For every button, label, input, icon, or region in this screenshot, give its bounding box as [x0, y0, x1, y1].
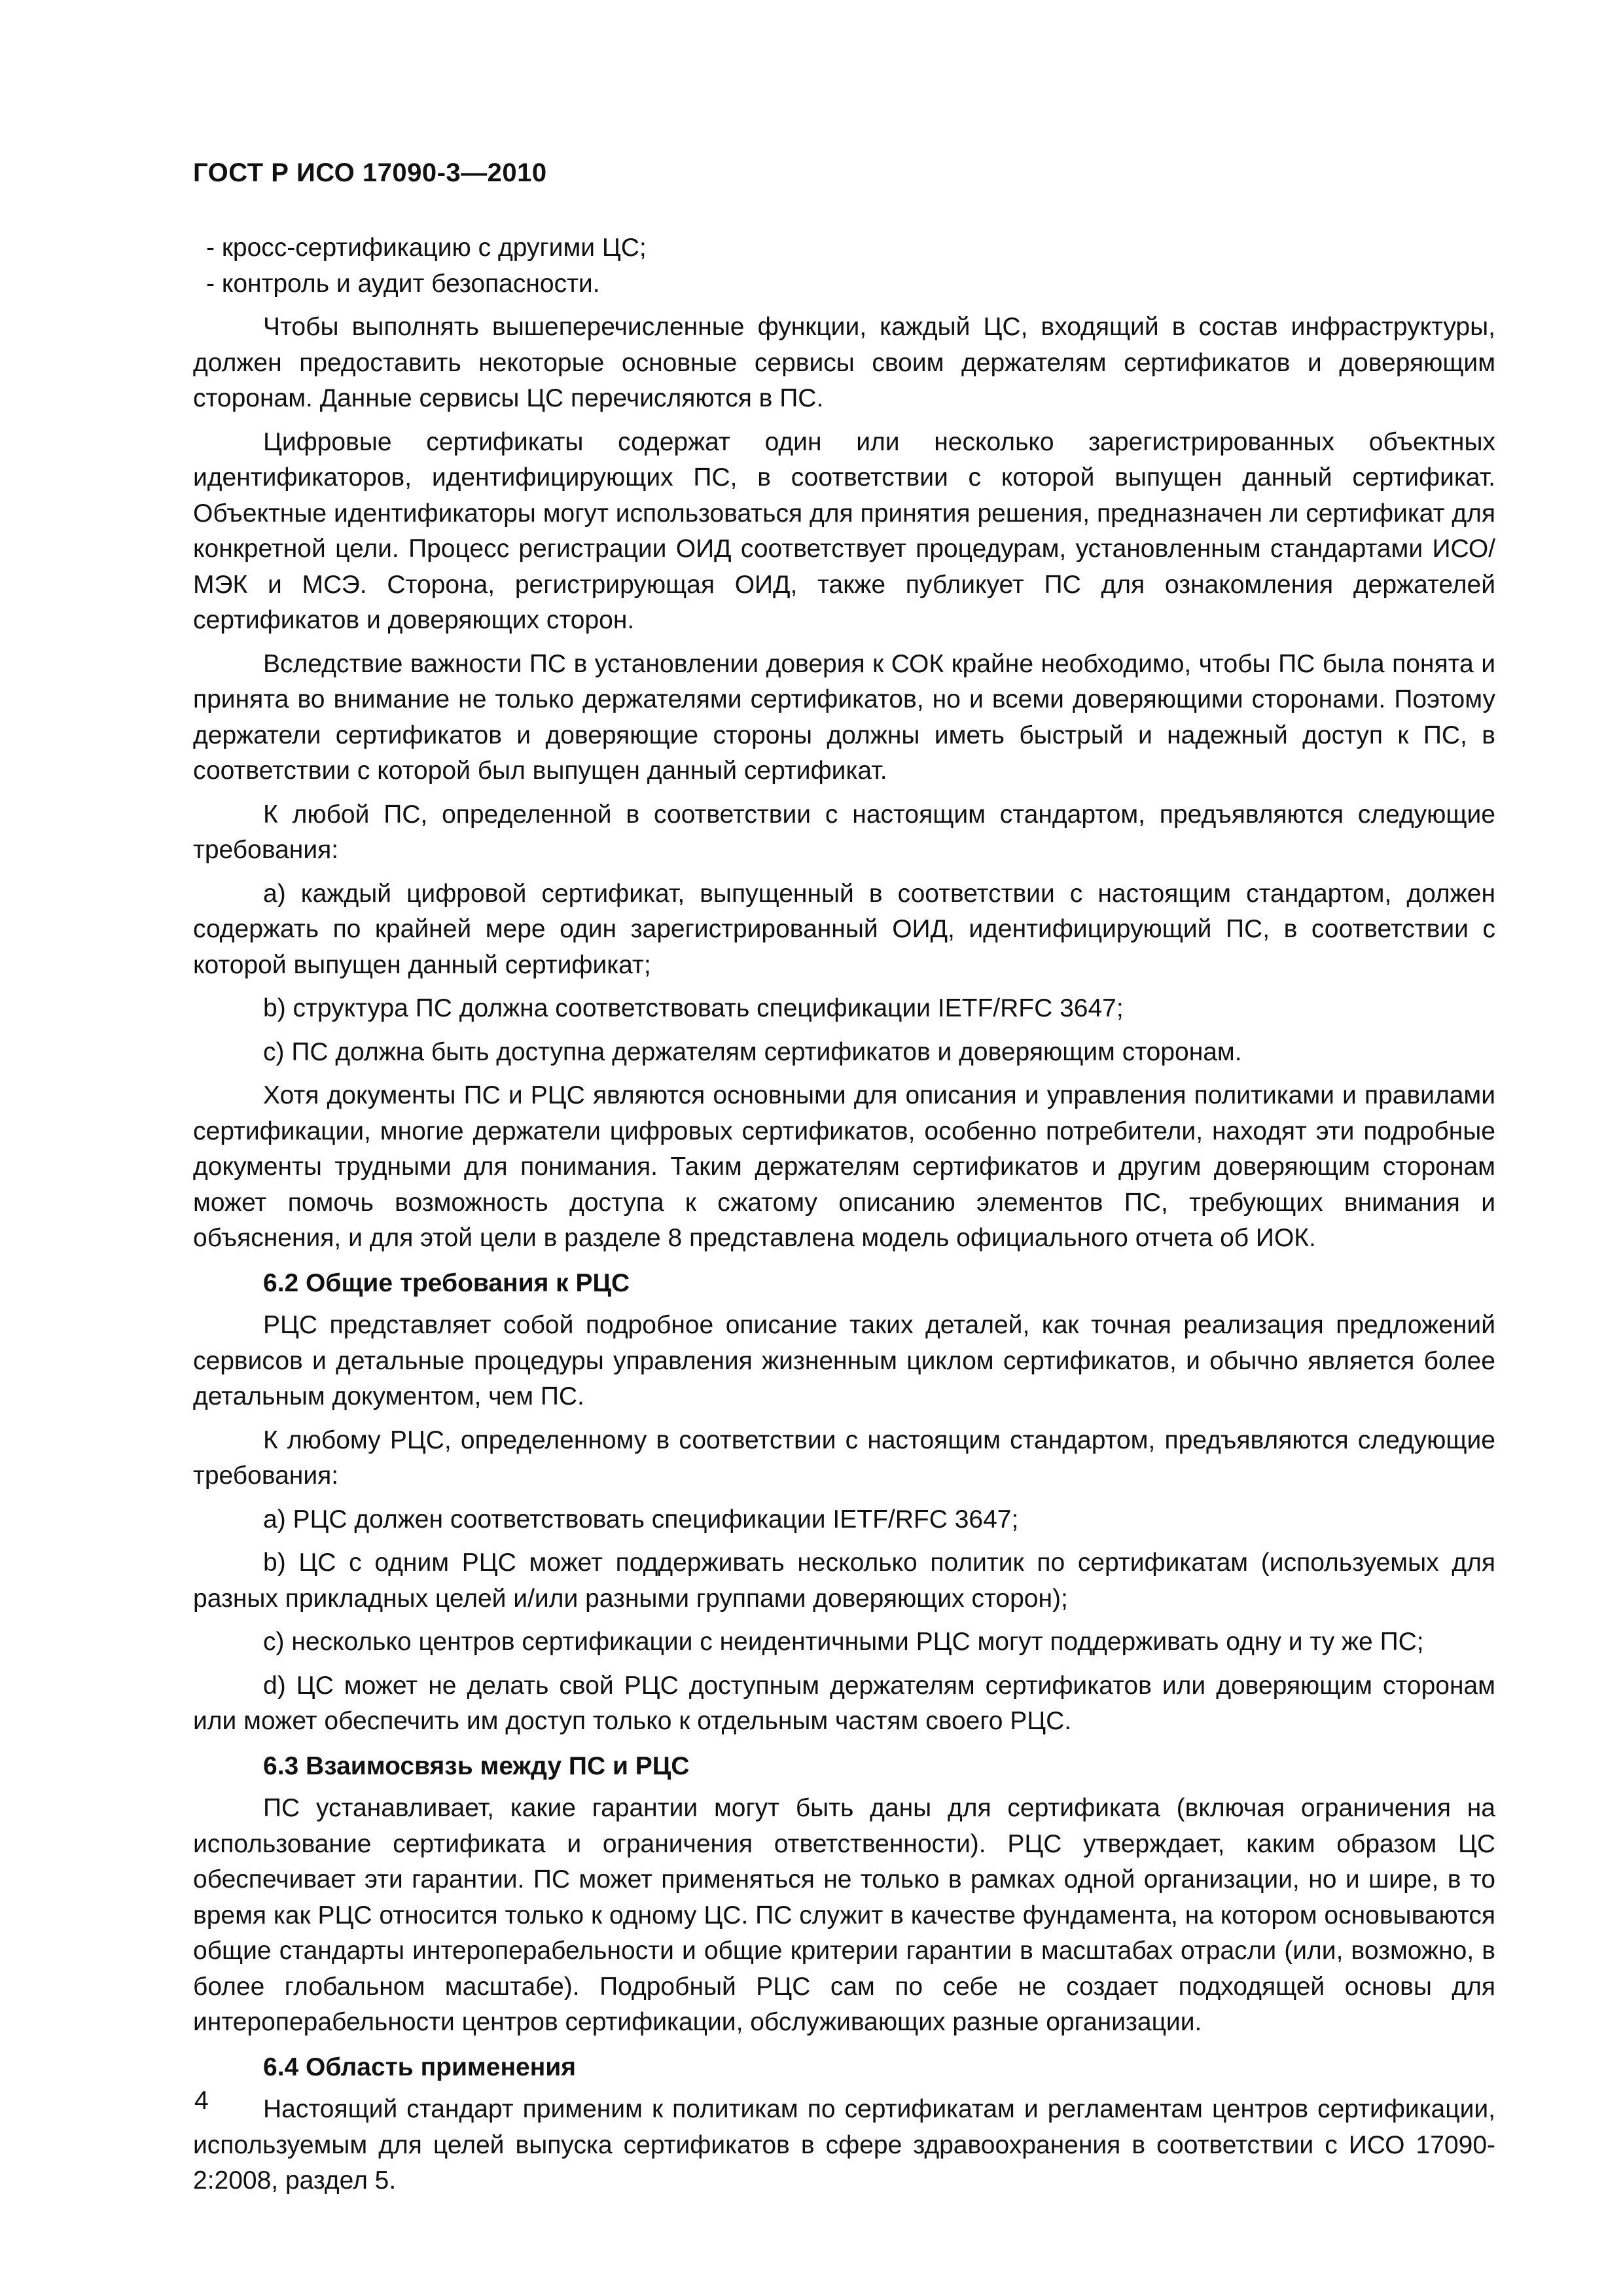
- paragraph: К любому РЦС, определенному в соответствии с настоящим стандартом, предъявляются следующие требования:: [193, 1426, 1495, 1490]
- list-item-requirement: a) каждый цифровой сертификат, выпущенный в соответствии с настоящим стандартом, должен содержать по крайней мере один зарегистрированный ОИД, идентифицирующий ПС, в соответствии с которой выпущен данный сертификат;: [193, 879, 1495, 979]
- section-heading-6-3: 6.3 Взаимосвязь между ПС и РЦС: [263, 1751, 690, 1780]
- list-item-requirement: c) несколько центров сертификации с неидентичными РЦС могут поддерживать одну и ту же ПС;: [263, 1628, 1424, 1656]
- list-item-requirement: b) структура ПС должна соответствовать спецификации IETF/RFC 3647;: [263, 994, 1124, 1022]
- list-item-dash: - кросс-сертификацию с другими ЦС;: [206, 234, 647, 262]
- paragraph: Вследствие важности ПС в установлении доверия к СОК крайне необходимо, чтобы ПС была понята и принята во внимание не только держателями сертификатов, но и всеми доверяющими сторонами. Поэтому держатели сертификатов и доверяющие стороны должны иметь быстрый и надежный доступ к ПС, в соответствии с которой был выпущен данный сертификат.: [193, 649, 1495, 785]
- page-number: 4: [194, 2087, 209, 2115]
- list-item-requirement: d) ЦС может не делать свой РЦС доступным держателям сертификатов или доверяющим сторонам или может обеспечить им доступ только к отдельным частям своего РЦС.: [193, 1671, 1495, 1735]
- paragraph: Цифровые сертификаты содержат один или несколько зарегистрированных объектных идентификаторов, идентифицирующих ПС, в соответствии с которой выпущен данный сертификат. Объектные идентификаторы могут использоваться для принятия решения, предназначен ли сертификат для конкретной цели. Процесс регистрации ОИД соответствует процедурам, установленным стандартами ИСО/МЭК и МСЭ. Сторона, регистрирующая ОИД, также публикует ПС для ознакомления держателей сертификатов и доверяющих сторон.: [193, 427, 1495, 634]
- list-item-dash: - контроль и аудит безопасности.: [206, 269, 600, 298]
- document-body: [193, 230, 1495, 2199]
- list-item-requirement: b) ЦС с одним РЦС может поддерживать несколько политик по сертификатам (используемых для разных прикладных целей и/или разными группами доверяющих сторон);: [193, 1549, 1495, 1613]
- paragraph: РЦС представляет собой подробное описание таких деталей, как точная реализация предложений сервисов и детальные процедуры управления жизненным циклом сертификатов, и обычно является более детальным документом, чем ПС.: [193, 1311, 1495, 1410]
- paragraph: Хотя документы ПС и РЦС являются основными для описания и управления политиками и правилами сертификации, многие держатели цифровых сертификатов, особенно потребители, находят эти подробные документы трудными для понимания. Таким держателям сертификатов и другим доверяющим сторонам может помочь возможность доступа к сжатому описанию элементов ПС, требующих внимания и объяснения, и для этой цели в разделе 8 представлена модель официального отчета об ИОК.: [193, 1081, 1495, 1252]
- list-item-requirement: c) ПС должна быть доступна держателям сертификатов и доверяющим сторонам.: [263, 1037, 1242, 1066]
- list-item-requirement: a) РЦС должен соответствовать спецификации IETF/RFC 3647;: [263, 1505, 1019, 1534]
- paragraph: К любой ПС, определенной в соответствии с настоящим стандартом, предъявляются следующие требования:: [193, 800, 1495, 864]
- paragraph: Настоящий стандарт применим к политикам по сертификатам и регламентам центров сертификации, используемым для целей выпуска сертификатов в сфере здравоохранения в соответствии с ИСО 17090-2:2008, раздел 5.: [193, 2095, 1495, 2195]
- document-code-header: ГОСТ Р ИСО 17090-3—2010: [193, 158, 547, 187]
- paragraph: Чтобы выполнять вышеперечисленные функции, каждый ЦС, входящий в состав инфраструктуры, должен предоставить некоторые основные сервисы своим держателям сертификатов и доверяющим сторонам. Данные сервисы ЦС перечисляются в ПС.: [193, 313, 1495, 412]
- section-heading-6-2: 6.2 Общие требования к РЦС: [263, 1268, 630, 1297]
- section-heading-6-4: 6.4 Область применения: [263, 2053, 576, 2081]
- paragraph: ПС устанавливает, какие гарантии могут быть даны для сертификата (включая ограничения на использование сертификата и ограничения ответственности). РЦС утверждает, каким образом ЦС обеспечивает эти гарантии. ПС может применяться не только в рамках одной организации, но и шире, в то время как РЦС относится только к одному ЦС. ПС служит в качестве фундамента, на котором основываются общие стандарты интероперабельности и общие критерии гарантии в масштабах отрасли (или, возможно, в более глобальном масштабе). Подробный РЦС сам по себе не создает подходящей основы для интероперабельности центров сертификации, обслуживающих разные организации.: [193, 1794, 1495, 2036]
